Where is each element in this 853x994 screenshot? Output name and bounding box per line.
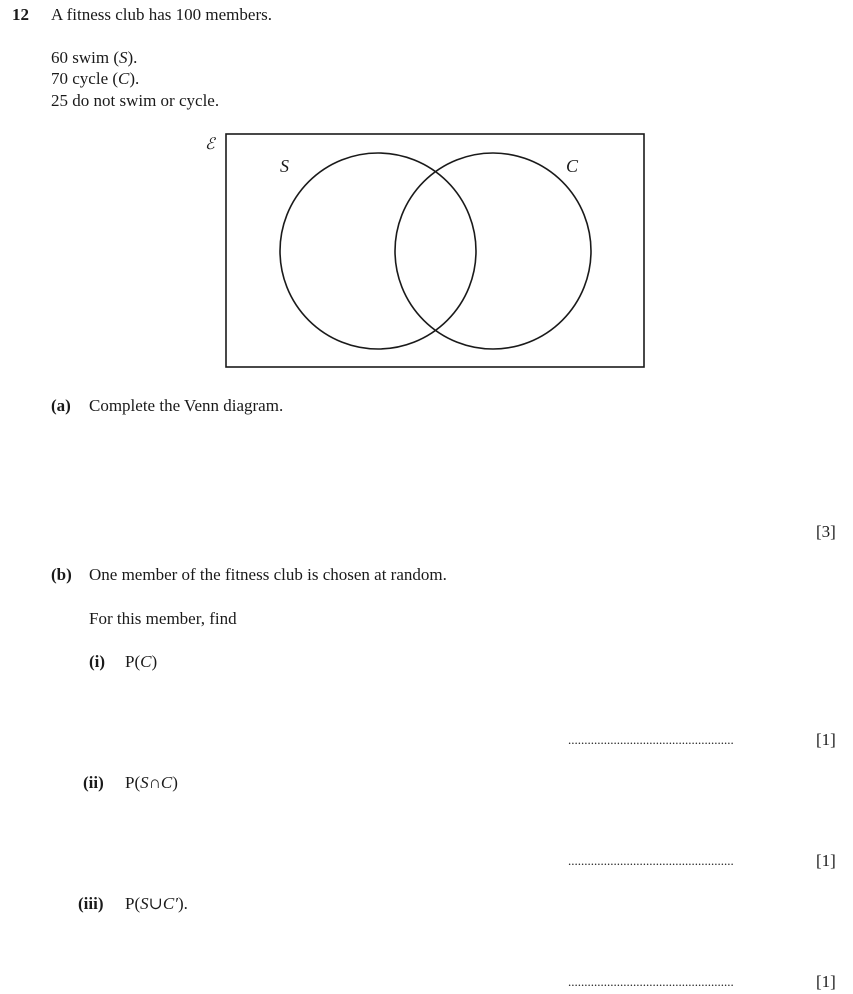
answer-line-iii[interactable]: ................................................... (568, 974, 734, 989)
subpart-iii-marks: [1] (816, 972, 836, 991)
circle-s (280, 153, 476, 349)
set-label-c: C (566, 156, 579, 176)
answer-line-i[interactable]: ................................................... (568, 732, 734, 747)
subpart-ii-label: (ii) (83, 773, 104, 792)
part-a-label: (a) (51, 396, 71, 415)
circle-c (395, 153, 591, 349)
subpart-i-expression: P(C) (125, 652, 158, 671)
part-b-text: One member of the fitness club is chosen at random. (89, 565, 447, 584)
venn-diagram (200, 128, 650, 373)
subpart-i-marks: [1] (816, 730, 836, 749)
part-b-instruction: For this member, find (89, 609, 237, 628)
subpart-ii-expression: P(S∩C) (125, 773, 178, 792)
set-label-s: S (280, 156, 289, 176)
subpart-i-label: (i) (89, 652, 106, 671)
fact-neither: 25 do not swim or cycle. (51, 91, 220, 110)
subpart-ii-marks: [1] (816, 851, 836, 870)
fact-swim: 60 swim (S). (51, 48, 138, 67)
subpart-iii-expression: P(S∪C′). (125, 894, 188, 913)
subpart-iii-label: (iii) (78, 894, 104, 913)
part-a-marks: [3] (816, 522, 836, 541)
universal-set-symbol: ℰ (205, 136, 215, 153)
question-intro: A fitness club has 100 members. (51, 5, 272, 24)
fact-cycle: 70 cycle (C). (51, 69, 140, 88)
part-a-text: Complete the Venn diagram. (89, 396, 284, 415)
part-b-label: (b) (51, 565, 72, 584)
question-number: 12 (12, 5, 29, 24)
answer-line-ii[interactable]: ................................................... (568, 853, 734, 868)
